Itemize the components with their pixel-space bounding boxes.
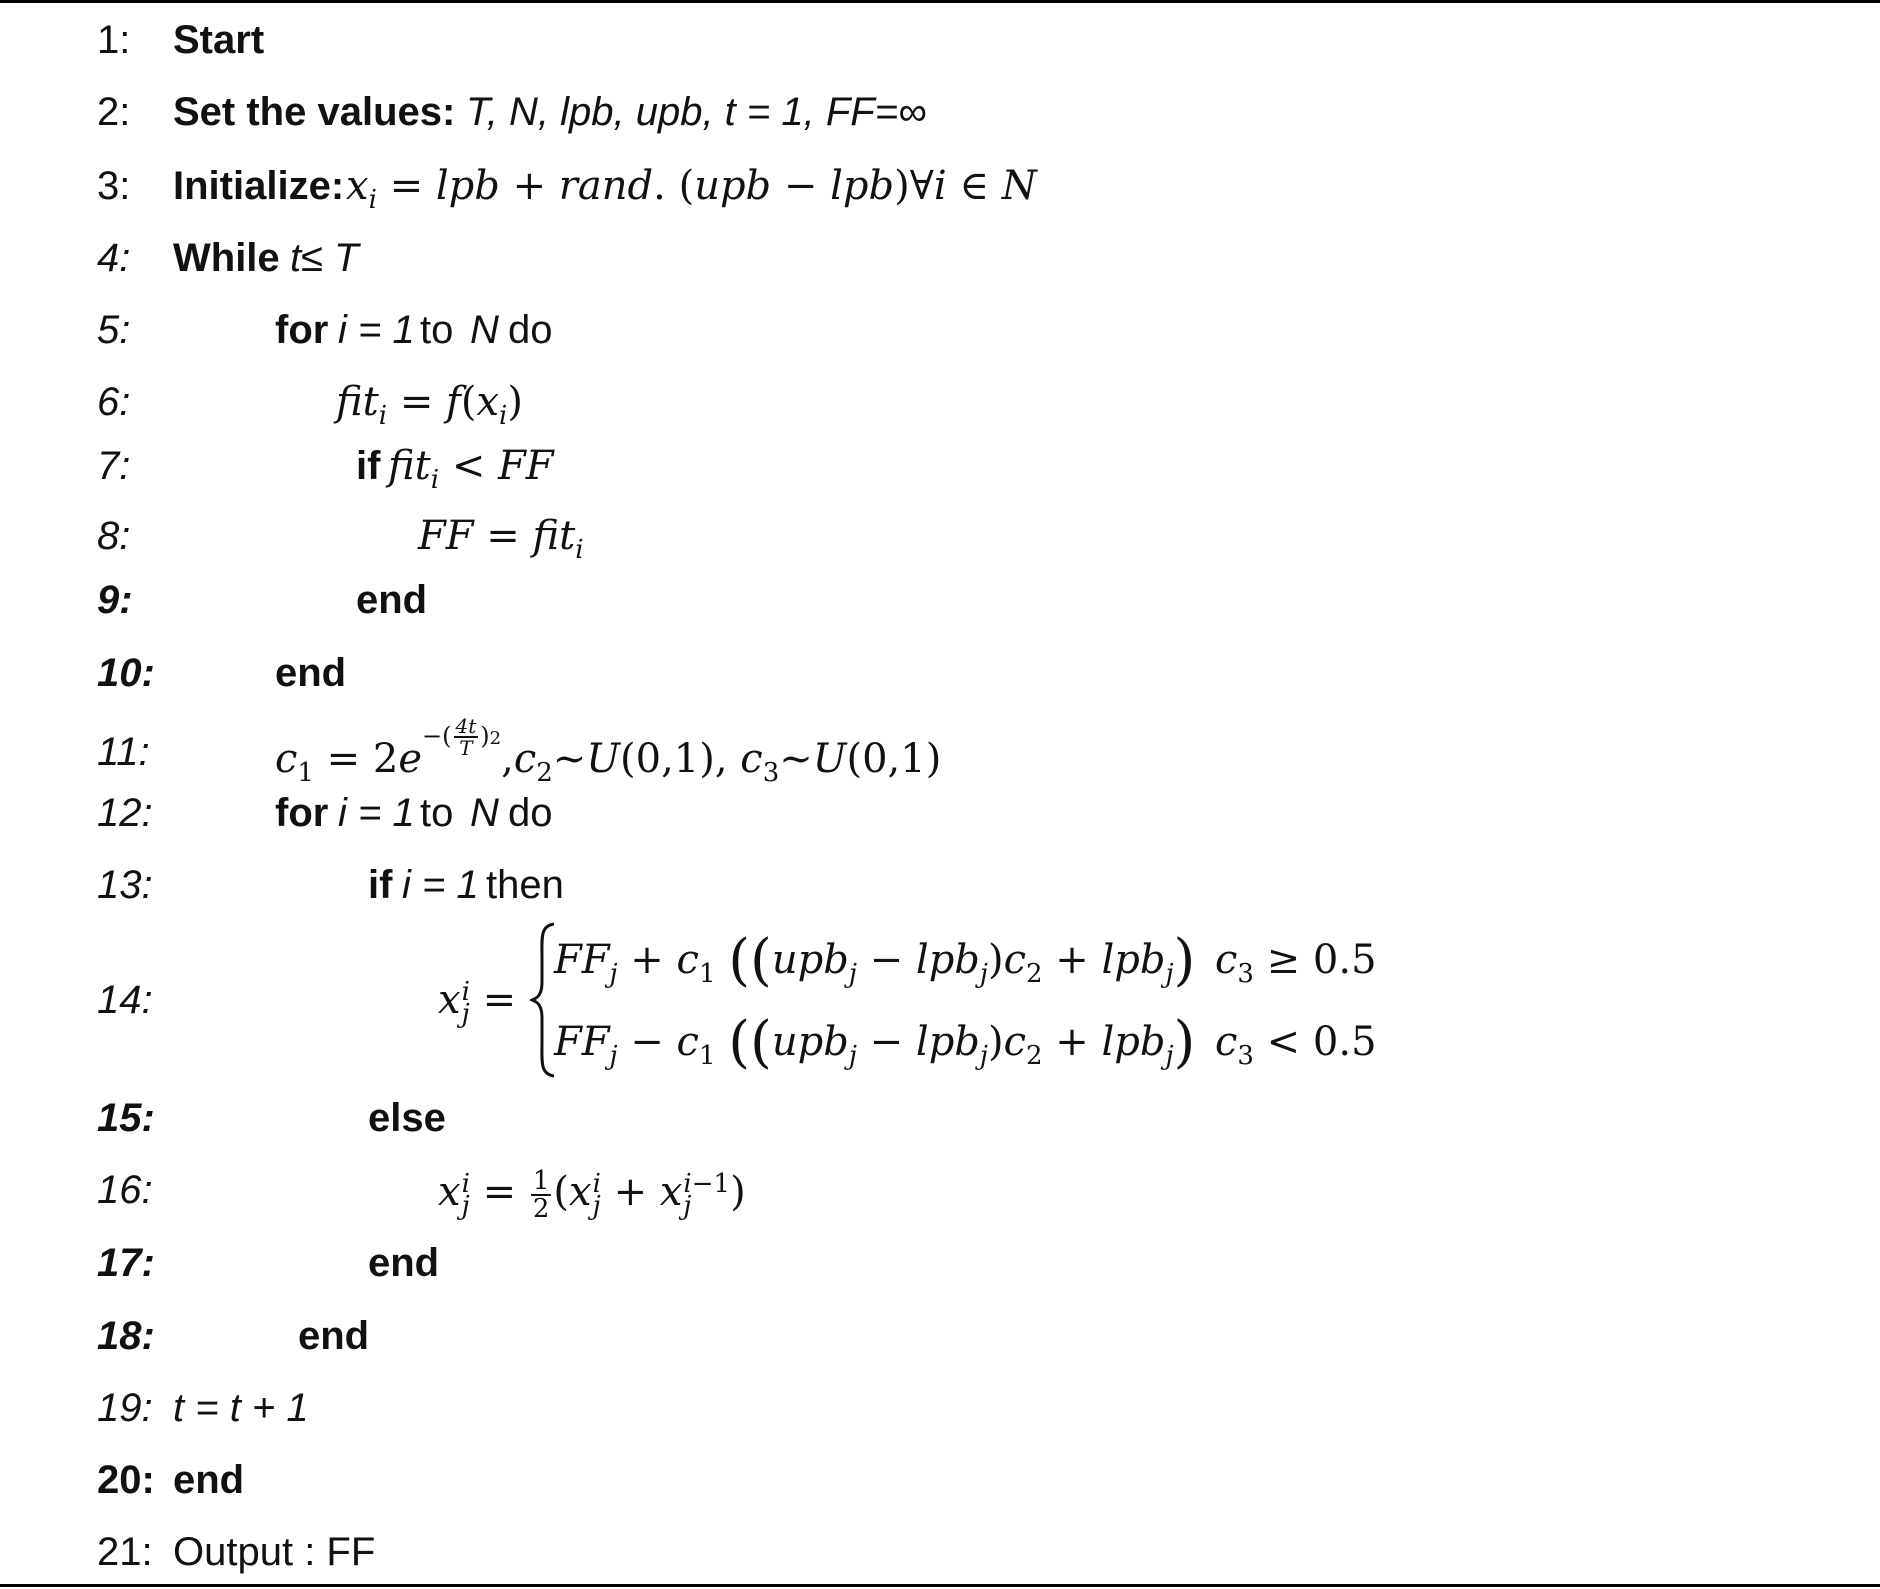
line-keyword: for [275,308,329,352]
line-math-lhs: x i j = [438,977,517,1029]
bottom-rule [0,1584,1880,1587]
line-text: to [420,308,454,352]
line-keyword: end [275,651,347,695]
line-text: do [508,791,553,835]
line-number: 10: [97,651,155,695]
line-math: $fit_i = f(x_i)$ [336,379,523,431]
line-keyword: Set the values: [173,90,456,134]
line-number: 8: [97,514,131,558]
line-number: 5: [97,308,131,352]
line-number: 7: [97,444,131,488]
line-keyword: if [356,444,381,488]
line-keyword: end [298,1314,370,1358]
line-number: 13: [97,863,153,907]
line-text: Output : FF [173,1530,376,1574]
line-text: T, N, lpb, upb, t = 1, FF=∞ [466,90,927,134]
line-number: 4: [97,236,131,280]
line-keyword: if [368,863,393,907]
line-number: 11: [97,730,150,774]
line-keyword: end [173,1458,245,1502]
line-number: 18: [97,1314,155,1358]
line-number: 21: [97,1530,153,1574]
line-number: 6: [97,380,131,424]
line-text: to [420,791,454,835]
line-text: do [508,308,553,352]
line-text: N [470,308,499,352]
line-text: t = t + 1 [173,1386,309,1430]
line-text: N [470,791,499,835]
line-math: FF = fit$_i$ [418,513,584,565]
line-math: fit$_i$ < FF [388,443,554,495]
line-number: 19: [97,1386,153,1430]
line-text: i = 1 [338,791,415,835]
line-text: Start [173,18,265,62]
line-number: 15: [97,1096,155,1140]
top-rule [0,0,1880,3]
line-math: x i j = $\frac{1}{2}$ (x i j + x i−1 j ) [438,1166,746,1224]
line-keyword: end [368,1241,440,1285]
line-keyword: else [368,1096,446,1140]
line-text: i = 1 [338,308,415,352]
line-text: then [486,863,564,907]
line-number: 17: [97,1241,155,1285]
case-lower-condition: $c_3 < 0.5$ [1215,1019,1377,1071]
line-number: 20: [97,1458,155,1502]
line-number: 9: [97,578,133,622]
line-number: 2: [97,90,131,134]
line-number: 14: [97,978,153,1022]
line-math: $c_1$ = $2e^{-( \frac{4t}{T} )2},c_2\sim U(0,1)$, $c_3\sim U(0,1)$ [275,714,942,788]
line-keyword: Initialize: [173,164,345,208]
line-number: 12: [97,791,153,835]
line-math: $x_i$ = lpb + rand. (upb − lpb)∀i ∈ N [346,163,1037,215]
line-number: 16: [97,1168,153,1212]
line-text: i = 1 [402,863,479,907]
case-upper-condition: $c_3 \ge 0.5$ [1215,937,1377,989]
case-lower: $FF_j - c_1$ $((upb_j - lpb_j)c_2 + lpb_j)$ [554,1010,1196,1075]
line-keyword: While [173,236,280,280]
line-text: t≤ T [290,236,359,280]
line-number: 3: [97,164,131,208]
line-keyword: end [356,578,428,622]
line-number: 1: [97,18,131,62]
case-upper: $FF_j + c_1$ $((upb_j - lpb_j)c_2 + lpb_j)$ [554,928,1196,993]
line-keyword: for [275,791,329,835]
